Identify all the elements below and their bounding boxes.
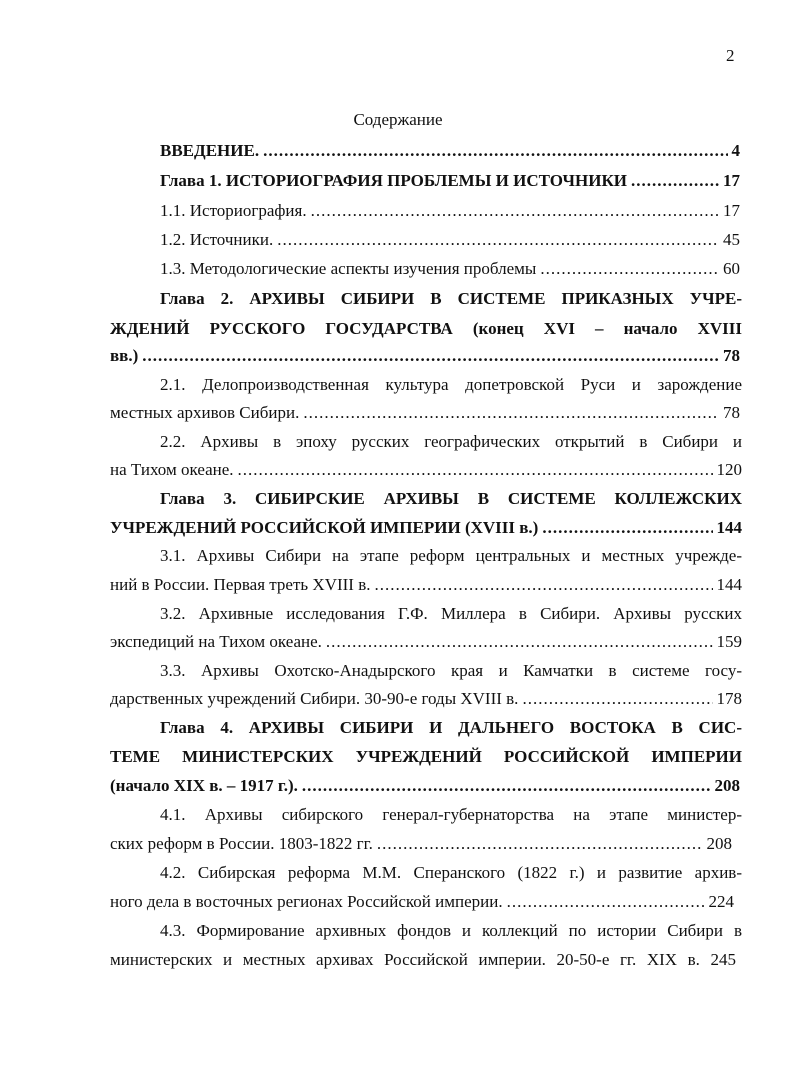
- toc-entry-4-2-line-2: [110, 891, 734, 913]
- entry-page: 78: [723, 403, 740, 422]
- entry-page: 17: [723, 171, 740, 190]
- entry-page: 208: [714, 776, 740, 795]
- toc-entry-4-3-line-1: 4.3. Формирование архивных фондов и коллекций по истории Сибири в: [160, 921, 742, 940]
- entry-text: дарственных учреждений Сибири. 30-90-е годы XVIII в.: [110, 689, 519, 708]
- toc-entry-4-2-line-1: 4.2. Сибирская реформа М.М. Сперанского (1822 г.) и развитие архив-: [160, 863, 742, 882]
- toc-entry-3-3-line-1: 3.3. Архивы Охотско-Анадырского края и Камчатки в системе госу-: [160, 661, 742, 680]
- toc-entry-chapter-2-line-1: Глава 2. АРХИВЫ СИБИРИ В СИСТЕМЕ ПРИКАЗНЫХ УЧРЕ-: [160, 289, 742, 308]
- toc-entry-1-3: [160, 258, 740, 280]
- entry-text: ного дела в восточных регионах Российской империи.: [110, 892, 503, 911]
- entry-text: 1.2. Источники.: [160, 230, 274, 249]
- entry-page: 144: [716, 518, 742, 537]
- entry-text: ний в России. Первая треть XVIII в.: [110, 575, 371, 594]
- toc-entry-chapter-4-line-2: ТЕМЕ МИНИСТЕРСКИХ УЧРЕЖДЕНИЙ РОССИЙСКОЙ ИМПЕРИИ: [110, 747, 742, 766]
- entry-page: 178: [716, 689, 742, 708]
- entry-text: (начало XIX в. – 1917 г.).: [110, 776, 298, 795]
- toc-title: Содержание: [353, 110, 443, 129]
- entry-page: 144: [716, 575, 742, 594]
- toc-entry-3-2-line-1: 3.2. Архивные исследования Г.Ф. Миллера в Сибири. Архивы русских: [160, 604, 742, 623]
- entry-page: 60: [723, 259, 740, 278]
- entry-page: 17: [723, 201, 740, 220]
- entry-text: экспедиций на Тихом океане.: [110, 632, 322, 651]
- entry-page: 120: [716, 460, 742, 479]
- entry-text: на Тихом океане.: [110, 460, 234, 479]
- entry-text: УЧРЕЖДЕНИЙ РОССИЙСКОЙ ИМПЕРИИ (XVIII в.): [110, 518, 539, 537]
- toc-entry-4-3-line-2: министерских и местных архивах Российской империи. 20-50-е гг. XIX в. 245: [110, 950, 736, 969]
- toc-entry-3-1-line-1: 3.1. Архивы Сибири на этапе реформ центральных и местных учрежде-: [160, 546, 742, 565]
- toc-entry-1-2: [160, 229, 740, 251]
- toc-entry-2-1-line-2: [110, 402, 740, 424]
- entry-text: ских реформ в России. 1803-1822 гг.: [110, 834, 373, 853]
- entry-text: 1.3. Методологические аспекты изучения проблемы: [160, 259, 537, 278]
- entry-text: Глава 1. ИСТОРИОГРАФИЯ ПРОБЛЕМЫ И ИСТОЧНИКИ: [160, 171, 628, 190]
- toc-entry-intro: [160, 140, 740, 162]
- entry-page: 208: [706, 834, 732, 853]
- toc-entry-2-2-line-2: [110, 459, 742, 481]
- toc-entry-chapter-1: [160, 170, 740, 192]
- toc-entry-4-1-line-2: [110, 833, 732, 855]
- entry-page: 159: [716, 632, 742, 651]
- entry-page: 224: [708, 892, 734, 911]
- toc-entry-3-2-line-2: [110, 631, 742, 653]
- toc-entry-4-1-line-1: 4.1. Архивы сибирского генерал-губернаторства на этапе министер-: [160, 805, 742, 824]
- toc-entry-2-1-line-1: 2.1. Делопроизводственная культура допетровской Руси и зарождение: [160, 375, 742, 394]
- toc-entry-chapter-2-line-2: ЖДЕНИЙ РУССКОГО ГОСУДАРСТВА (конец XVI – начало XVIII: [110, 319, 742, 338]
- toc-entry-1-1: [160, 200, 740, 222]
- page-number: 2: [726, 46, 735, 65]
- toc-entry-chapter-3-line-2: [110, 517, 742, 539]
- toc-entry-chapter-4-line-3: [110, 775, 740, 797]
- entry-page: 4: [731, 141, 740, 160]
- entry-page: 78: [723, 346, 740, 365]
- toc-entry-3-1-line-2: [110, 574, 742, 596]
- toc-entry-chapter-2-line-3: [110, 345, 740, 367]
- toc-entry-chapter-3-line-1: Глава 3. СИБИРСКИЕ АРХИВЫ В СИСТЕМЕ КОЛЛЕЖСКИХ: [160, 489, 742, 508]
- entry-text: местных архивов Сибири.: [110, 403, 300, 422]
- toc-entry-3-3-line-2: [110, 688, 742, 710]
- entry-text: 1.1. Историография.: [160, 201, 307, 220]
- entry-text: ВВЕДЕНИЕ.: [160, 141, 260, 160]
- toc-entry-chapter-4-line-1: Глава 4. АРХИВЫ СИБИРИ И ДАЛЬНЕГО ВОСТОКА В СИС-: [160, 718, 742, 737]
- toc-entry-2-2-line-1: 2.2. Архивы в эпоху русских географических открытий в Сибири и: [160, 432, 742, 451]
- entry-page: 45: [723, 230, 740, 249]
- entry-text: вв.): [110, 346, 139, 365]
